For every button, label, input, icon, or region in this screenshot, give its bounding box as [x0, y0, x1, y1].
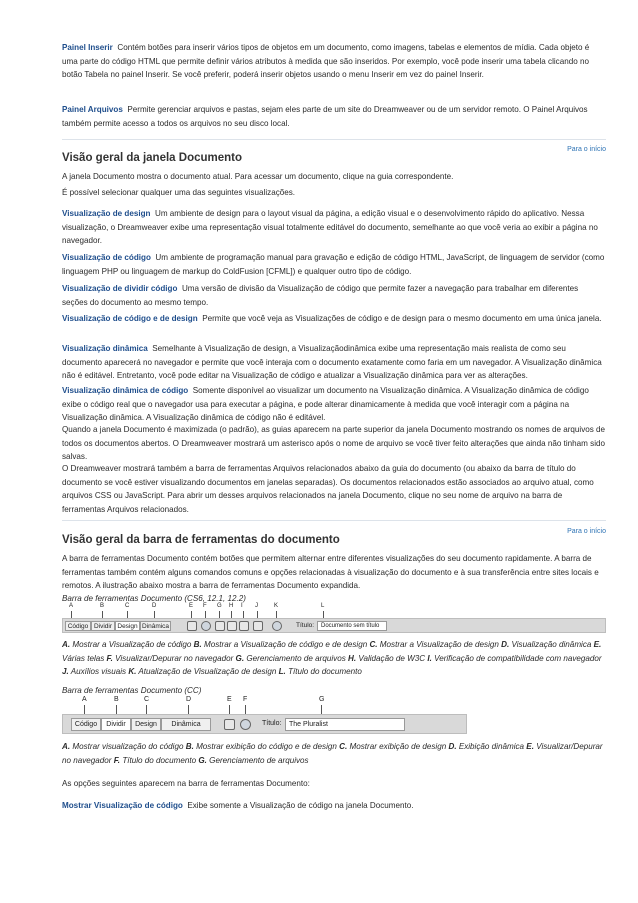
- painel-inserir-term: Painel Inserir: [62, 43, 113, 52]
- code-view-button[interactable]: Código: [71, 718, 101, 731]
- option-item-code: [62, 799, 606, 813]
- design-view-button[interactable]: Design: [131, 718, 161, 731]
- section-title: Visão geral da janela Documento: [62, 152, 243, 164]
- legend-text: Validação de W3C: [358, 653, 426, 663]
- legend-letter: A.: [62, 640, 71, 649]
- document-toolbar: [62, 618, 606, 633]
- code-view-button[interactable]: Código: [65, 621, 91, 631]
- legend-letter: G.: [198, 755, 207, 765]
- figure-caption: Barra de ferramentas Documento (CC): [62, 686, 202, 695]
- live-view-button[interactable]: Dinâmica: [141, 623, 170, 630]
- legend-letter: A.: [62, 742, 71, 751]
- legend-letter: D.: [448, 742, 457, 751]
- toolbar-figure-cc: [62, 696, 606, 736]
- file-management-icon[interactable]: [215, 621, 225, 631]
- preview-browser-icon[interactable]: [201, 621, 211, 631]
- view-item-design: [62, 207, 606, 248]
- view-text: Uma versão de divisão da Visualização de código que permite fazer a navegação para trabalhar em diferentes seções do documento ao mesmo tempo.: [62, 284, 579, 307]
- view-text: Um ambiente de design para o layout visual da página, a edição visual e o desenvolvimento rápido do aplicativo. Nessa visualização, o Dreamweaver exibe uma representação visual totalmente editável do documento, semelhante ao que você veria ao exibir a página no navegador.: [62, 209, 598, 246]
- legend-letter: G.: [235, 653, 245, 663]
- callout-letter: K: [274, 603, 279, 609]
- figure-legend: [62, 740, 606, 767]
- legend-letter: E.: [526, 742, 534, 751]
- callout-letter: I: [241, 603, 243, 609]
- legend-letter: C.: [369, 640, 378, 649]
- callout-letter: A: [82, 696, 87, 703]
- painel-inserir-text: Contém botões para inserir vários tipos de objetos em um documento, como imagens, tabelas e elementos de mídia. Cada objeto é uma parte do código HTML que permite definir vários atributos à medida que são inseridos. Por exemplo, você pode inserir uma tabela clicando no botão Tabela no painel Inserir. Se você preferir, poderá inserir objetos usando o menu Inserir em vez do painel Inserir.: [62, 43, 590, 80]
- document-title-input[interactable]: Documento sem título: [317, 621, 387, 631]
- live-view-button[interactable]: Dinâmica: [161, 718, 211, 731]
- legend-letter: I.: [427, 653, 432, 663]
- file-management-icon[interactable]: [240, 719, 251, 730]
- back-to-top-link[interactable]: Para o início: [567, 146, 606, 153]
- legend-text: Visualizar/Depurar no navegador: [115, 653, 234, 663]
- legend-letter: D.: [501, 640, 510, 649]
- callout-letter: C: [125, 603, 130, 609]
- view-item-live-code: [62, 384, 606, 425]
- legend-text: Título do documento: [122, 755, 197, 765]
- callout-letter: C: [144, 696, 150, 703]
- callout-letter: A: [69, 603, 74, 609]
- split-view-button[interactable]: Dividir: [91, 621, 115, 631]
- document-title-input[interactable]: The Pluralist: [285, 718, 405, 731]
- view-term: Visualização dinâmica de código: [62, 386, 189, 395]
- legend-text: Mostrar a Visualização de código e de design: [204, 640, 368, 649]
- legend-text: Atualização de Visualização de design: [138, 667, 277, 677]
- split-view-button[interactable]: Dividir: [101, 718, 131, 731]
- callout-letter: F: [203, 603, 207, 609]
- view-item-live: [62, 342, 606, 383]
- callout-letter: H: [229, 603, 234, 609]
- callout-letter: B: [114, 696, 119, 703]
- legend-letter: L.: [278, 667, 286, 677]
- browser-compatibility-icon[interactable]: [239, 621, 249, 631]
- callout-letter: D: [152, 603, 157, 609]
- section1-paragraph: É possível selecionar qualquer uma das seguintes visualizações.: [62, 188, 296, 197]
- view-term: Visualização de código e de design: [62, 314, 198, 323]
- legend-text: Auxílios visuais: [70, 667, 127, 677]
- option-text: Exibe somente a Visualização de código na janela Documento.: [187, 801, 414, 810]
- section1-paragraph: A janela Documento mostra o documento atual. Para acessar um documento, clique na guia correspondente.: [62, 172, 454, 181]
- legend-text: Mostrar a Visualização de design: [379, 640, 499, 649]
- painel-arquivos-text: Permite gerenciar arquivos e pastas, sejam eles parte de um site do Dreamweaver ou de um servidor remoto. O Painel Arquivos também permite acesso a todos os arquivos no seu disco local.: [62, 105, 588, 128]
- toolbar-figure-cs6: [62, 603, 606, 635]
- callout-letter: J: [255, 603, 258, 609]
- painel-arquivos-term: Painel Arquivos: [62, 105, 123, 114]
- figure-caption: Barra de ferramentas Documento (CS6, 12.1, 12.2): [62, 594, 246, 603]
- view-term: Visualização dinâmica: [62, 344, 148, 353]
- legend-letter: B.: [185, 742, 194, 751]
- legend-text: Mostrar exibição do código e de design: [196, 742, 337, 751]
- back-to-top-link[interactable]: Para o início: [567, 528, 606, 535]
- legend-text: Mostrar a Visualização de código: [72, 640, 192, 649]
- title-label: Título:: [296, 622, 315, 629]
- legend-letter: H.: [348, 653, 357, 663]
- visual-aids-icon[interactable]: [253, 621, 263, 631]
- callout-letter: E: [189, 603, 194, 609]
- legend-letter: F.: [113, 755, 121, 765]
- painel-inserir-paragraph: [62, 41, 606, 82]
- section-title: Visão geral da barra de ferramentas do documento: [62, 534, 340, 546]
- legend-text: Gerenciamento de arquivos: [209, 755, 309, 765]
- legend-letter: B.: [193, 640, 202, 649]
- callout-letter: B: [100, 603, 105, 609]
- section-divider: [62, 139, 606, 140]
- legend-letter: J.: [62, 667, 69, 677]
- design-view-button[interactable]: Design: [115, 621, 140, 631]
- legend-letter: C.: [339, 742, 348, 751]
- legend-text: Gerenciamento de arquivos: [246, 653, 346, 663]
- legend-letter: E.: [593, 640, 602, 649]
- view-text: Semelhante à Visualização de design, a Visualizaçãodinâmica exibe uma representação mais realista de como seu documento aparecerá no navegador e permite que você interaja com o documento exatamente como faria em um navegador. A Visualização dinâmica não é editável. Entretanto, você pode editar na Visualização de código e atualizar a Visualização dinâmica para ver as alterações.: [62, 344, 602, 381]
- legend-text: Visualizar/Depurar no navegador: [62, 742, 603, 765]
- view-term: Visualização de design: [62, 209, 151, 218]
- preview-browser-icon[interactable]: [224, 719, 235, 730]
- legend-text: Várias telas: [62, 653, 105, 663]
- view-term: Visualização de código: [62, 253, 151, 262]
- legend-text: Exibição dinâmica: [458, 742, 525, 751]
- title-label: Título:: [262, 720, 282, 727]
- multiscreen-icon[interactable]: [187, 621, 197, 631]
- document-toolbar: [62, 714, 467, 734]
- legend-text: Mostrar exibição de design: [349, 742, 447, 751]
- callout-letter: F: [243, 696, 248, 703]
- view-text: Um ambiente de programação manual para gravação e edição de código HTML, JavaScript, de linguagem de servidor (como linguagem PHP ou linguagem de markup do ColdFusion [CFML]) e qualquer outro tipo de código.: [62, 253, 605, 276]
- painel-arquivos-paragraph: [62, 103, 606, 130]
- refresh-design-icon[interactable]: [272, 621, 282, 631]
- view-term: Visualização de dividir código: [62, 284, 178, 293]
- figure-legend: [62, 638, 606, 679]
- view-item-split-code: [62, 282, 606, 309]
- callout-letter: D: [186, 696, 192, 703]
- callout-letter: L: [321, 603, 325, 609]
- legend-letter: F.: [106, 653, 113, 663]
- legend-letter: K.: [128, 667, 137, 677]
- section-divider: [62, 520, 606, 521]
- section1-paragraph: Quando a janela Documento é maximizada (o padrão), as guias aparecem na parte superior da janela Documento mostrando os nomes de arquivos de todos os documentos abertos. O Dreamweaver mostrará um asterisco após o nome de arquivo se você tiver feito alterações que ainda não tinham sido salvas.: [62, 425, 606, 462]
- view-text: Permite que você veja as Visualizações de código e de design para o mesmo documento em uma única janela.: [202, 314, 602, 323]
- section2-paragraph: A barra de ferramentas Documento contém botões que permitem alternar entre diferentes visualizações do seu documento rapidamente. A barra de ferramentas também contém alguns comandos comuns e opções relacionadas à visualização do documento e à sua transferência entre sites locais e remotos. A ilustração abaixo mostra a barra de ferramentas Documento expandida.: [62, 554, 599, 591]
- w3c-validation-icon[interactable]: [227, 621, 237, 631]
- callout-letter: G: [319, 696, 325, 703]
- legend-text: Mostrar visualização do código: [72, 742, 184, 751]
- section1-paragraph: O Dreamweaver mostrará também a barra de ferramentas Arquivos relacionados abaixo da guia do documento (ou abaixo da barra de título do documento se você estiver visualizando documentos em janelas separadas). Os documentos relacionados estão associados ao arquivo atual, como arquivos CSS ou JavaScript. Para abrir um desses arquivos relacionados na janela Documento, clique no seu nome de arquivo na barra de ferramentas Arquivos relacionados.: [62, 464, 594, 514]
- view-item-code: [62, 251, 606, 278]
- legend-text: Verificação de compatibilidade com navegador: [434, 653, 602, 663]
- view-item-code-design: [62, 312, 606, 326]
- legend-text: Título do documento: [288, 667, 362, 677]
- view-text: Somente disponível ao visualizar um documento na Visualização dinâmica. A Visualização dinâmica de código exibe o código real que o navegador usa para executar a página, e pode alterar dinamicamente à medida que você interagir com a página na Visualização dinâmica. A Visualização dinâmica de código não é editável.: [62, 386, 589, 423]
- callout-letter: E: [227, 696, 232, 703]
- legend-text: Visualização dinâmica: [511, 640, 592, 649]
- option-term: Mostrar Visualização de código: [62, 801, 183, 810]
- section2-paragraph: As opções seguintes aparecem na barra de ferramentas Documento:: [62, 779, 310, 788]
- callout-letter: G: [217, 603, 222, 609]
